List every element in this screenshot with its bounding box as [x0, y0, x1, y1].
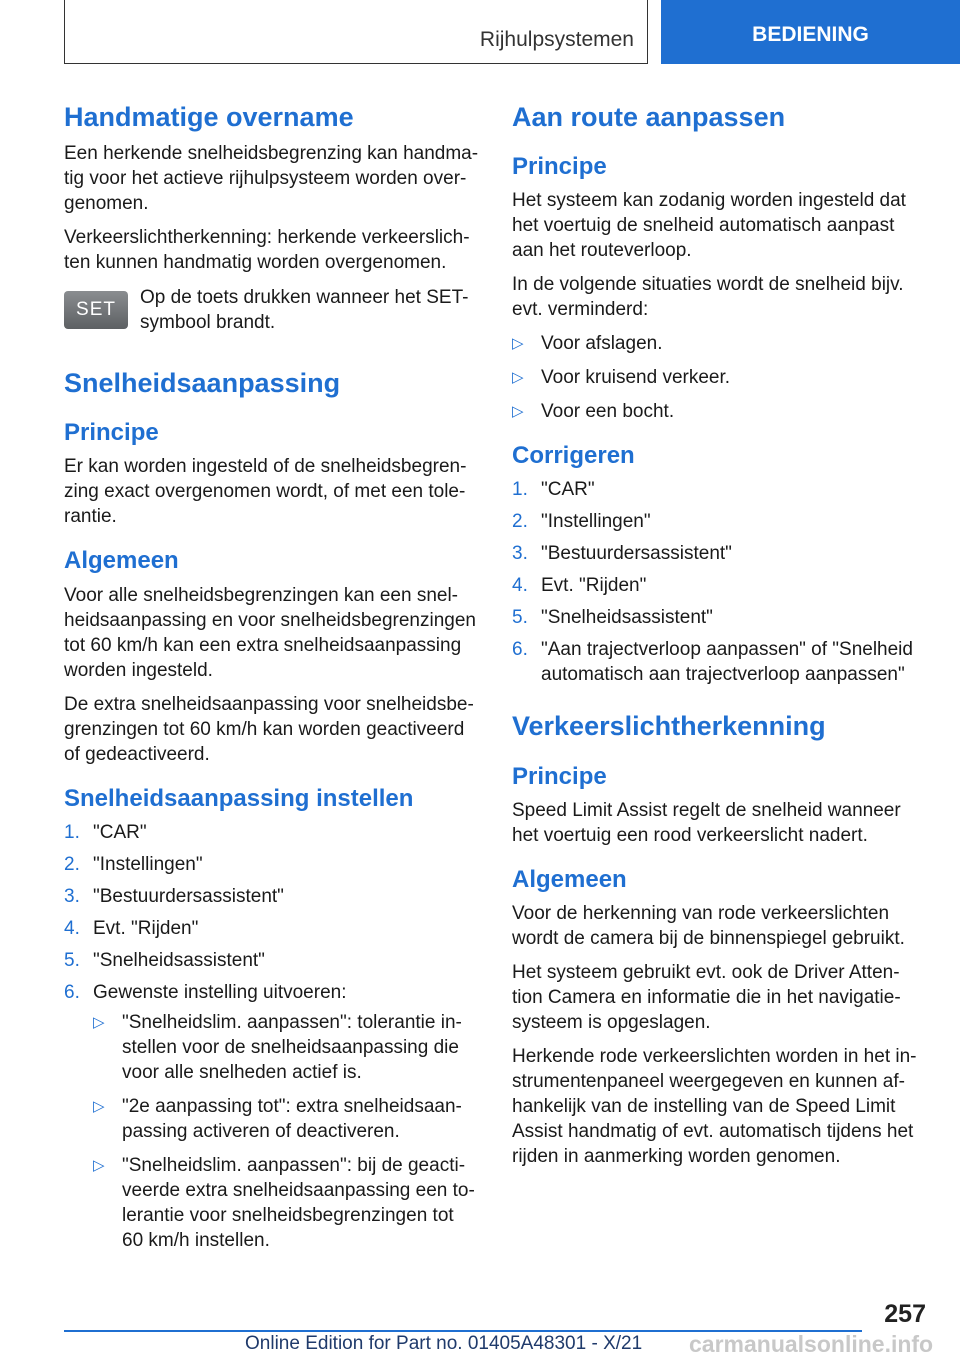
paragraph: In de volgende situaties wordt de snelheid bijv. evt. verminderd: [512, 274, 904, 321]
list-item [512, 541, 927, 566]
triangle-right-icon: ▷ [512, 403, 524, 421]
list-item [512, 573, 927, 598]
paragraph: Verkeerslichtherkenning: herkende verkeerslich-ten kunnen handmatig worden overgenomen. [64, 227, 470, 274]
list-item [93, 1153, 479, 1253]
paragraph: Voor de herkenning van rode verkeerslichten wordt de camera bij de binnenspiegel gebruikt. [512, 902, 905, 949]
page-number: 257 [884, 1300, 926, 1328]
footer-edition: Online Edition for Part no. 01405A48301 - X/21 [245, 1333, 643, 1354]
heading-principe: Principe [512, 153, 607, 181]
list-item [512, 365, 927, 390]
heading-aan-route-aanpassen: Aan route aanpassen [512, 102, 786, 132]
step-number: 2. [64, 853, 80, 875]
heading-handmatige-overname: Handmatige overname [64, 102, 354, 132]
step-text: "CAR" [93, 821, 147, 843]
heading-principe: Principe [64, 419, 159, 447]
left-column [64, 100, 479, 1269]
right-column [512, 100, 927, 1178]
bullet-text: Voor kruisend verkeer. [541, 367, 731, 389]
step-text: "CAR" [541, 479, 595, 501]
step-number: 4. [512, 575, 528, 597]
steps-list [512, 477, 927, 687]
step-number: 3. [64, 885, 80, 907]
set-instruction [64, 285, 479, 344]
paragraph: Het systeem kan zodanig worden ingesteld dat het voertuig de snelheid automatisch aanpast aan het routeverloop. [512, 190, 906, 262]
heading-principe: Principe [512, 762, 607, 790]
paragraph: Er kan worden ingesteld of de snelheidsbegren-zing exact overgenomen wordt, of met een tole-rantie. [64, 456, 467, 528]
sub-bullet-list [93, 1010, 479, 1253]
step-text: "Instellingen" [93, 853, 203, 875]
step-text: "Snelheidsassistent" [541, 607, 713, 629]
step-text: Evt. "Rijden" [93, 917, 199, 939]
heading-algemeen: Algemeen [512, 865, 627, 893]
step-number: 4. [64, 917, 80, 939]
heading-snelheidsaanpassing-instellen: Snelheidsaanpassing instellen [64, 784, 414, 812]
heading-snelheidsaanpassing: Snelheidsaanpassing [64, 368, 341, 399]
paragraph: Voor alle snelheidsbegrenzingen kan een snel-heidsaanpassing en voor snelheidsbegrenzingen tot 60 km/h kan een extra snelheidsaanpassing worden ingesteld. [64, 584, 476, 681]
list-item [64, 884, 479, 909]
header-section-title: Rijhulpsystemen [479, 28, 634, 51]
paragraph: Herkende rode verkeerslichten worden in het in-strumentenpaneel weergegeven en kunnen af-hankelijk van de instelling van de Speed Limit Assist handmatig of evt. automatisch tijdens het rijden in aanmerking worden genomen. [512, 1045, 917, 1167]
triangle-right-icon: ▷ [93, 1097, 105, 1115]
step-number: 6. [64, 981, 80, 1003]
step-text: Evt. "Rijden" [541, 575, 647, 597]
step-number: 1. [64, 821, 80, 843]
step-text: Gewenste instelling uitvoeren: [93, 981, 347, 1003]
list-item [64, 916, 479, 941]
triangle-right-icon: ▷ [512, 369, 524, 387]
steps-list [64, 820, 479, 1262]
step-text: "Instellingen" [541, 511, 651, 533]
header-tab-label: BEDIENING [752, 23, 869, 46]
list-item [64, 980, 479, 1262]
list-item [64, 820, 479, 845]
paragraph: De extra snelheidsaanpassing voor snelheidsbe-grenzingen tot 60 km/h kan worden geactiveerd of gedeactiveerd. [64, 693, 474, 765]
step-text: "Snelheidsassistent" [93, 949, 265, 971]
list-item [512, 331, 927, 356]
triangle-right-icon: ▷ [93, 1156, 105, 1174]
step-text: "Bestuurdersassistent" [93, 885, 284, 907]
list-item [93, 1094, 479, 1144]
list-item [512, 509, 927, 534]
paragraph: Speed Limit Assist regelt de snelheid wanneer het voertuig een rood verkeerslicht nadert. [512, 799, 901, 846]
heading-corrigeren: Corrigeren [512, 442, 635, 470]
step-number: 5. [64, 949, 80, 971]
step-number: 2. [512, 511, 528, 533]
heading-algemeen: Algemeen [64, 547, 179, 575]
heading-verkeerslichtherkenning: Verkeerslichtherkenning [512, 711, 826, 742]
step-number: 5. [512, 607, 528, 629]
bullet-text: Voor een bocht. [541, 401, 675, 423]
step-number: 6. [512, 639, 528, 661]
step-text: "Aan trajectverloop aanpassen" of "Snelheid automatisch aan trajectverloop aanpassen" [541, 639, 913, 686]
list-item [512, 605, 927, 630]
list-item [512, 399, 927, 424]
triangle-right-icon: ▷ [93, 1013, 105, 1031]
bullet-list [512, 331, 927, 424]
step-number: 1. [512, 479, 528, 501]
list-item [64, 948, 479, 973]
step-body [93, 980, 479, 1262]
bullet-text: "2e aanpassing tot": extra snelheidsaan-passing activeren of deactiveren. [122, 1095, 462, 1142]
list-item [512, 637, 927, 687]
paragraph: Een herkende snelheidsbegrenzing kan handma-tig voor het actieve rijhulpsysteem worden over-genomen. [64, 143, 479, 215]
list-item [64, 852, 479, 877]
set-instruction-text: Op de toets drukken wanneer het SET-symbool brandt. [140, 287, 469, 334]
list-item [93, 1010, 479, 1085]
bullet-text: Voor afslagen. [541, 333, 663, 355]
header-tab-bediening [661, 0, 960, 64]
triangle-right-icon: ▷ [512, 335, 524, 353]
paragraph: Het systeem gebruikt evt. ook de Driver Atten-tion Camera en informatie die in het navigatie-systeem is opgeslagen. [512, 961, 901, 1033]
step-text: "Bestuurdersassistent" [541, 543, 732, 565]
bullet-text: "Snelheidslim. aanpassen": tolerantie in-stellen voor de snelheidsaanpassing die voor alle snelheden actief is. [122, 1011, 462, 1083]
watermark: carmanualsonline.info [689, 1331, 934, 1357]
step-number: 3. [512, 543, 528, 565]
list-item [512, 477, 927, 502]
set-button-icon: SET [64, 291, 128, 329]
bullet-text: "Snelheidslim. aanpassen": bij de geacti-veerde extra snelheidsaanpassing een to-lerantie voor snelheidsbegrenzingen tot 60 km/h instellen. [122, 1154, 475, 1251]
